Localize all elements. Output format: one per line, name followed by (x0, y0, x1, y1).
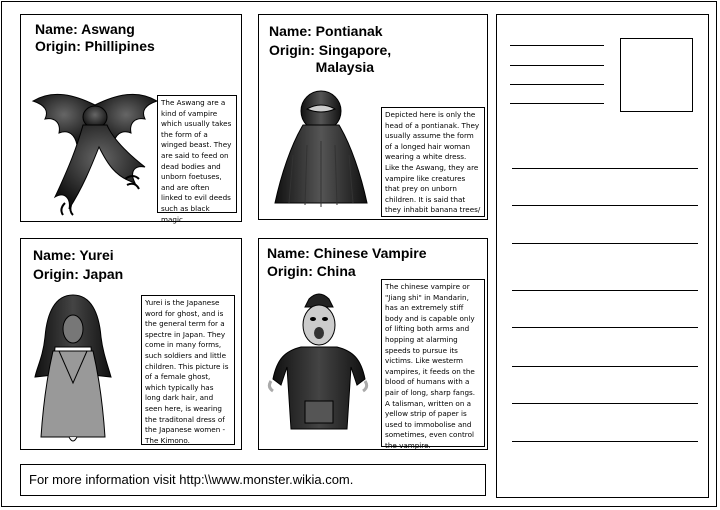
more-info-text: For more information visit http:\\www.monster.wikia.com. (29, 472, 354, 487)
card-origin: Origin: Japan (33, 266, 124, 282)
address-line (512, 366, 698, 367)
card-name: Name: Pontianak (269, 23, 383, 39)
card-name: Name: Aswang (35, 21, 135, 37)
address-line (512, 205, 698, 206)
card-origin: Origin: Singapore, Malaysia (269, 42, 392, 75)
card-description: The chinese vampire or "Jiang shi" in Mandarin, has an extremely stiff body and is capable only of lifting both arms and hopping at alarming speeds to pursue its victims. Like westerm vampires, it feeds on the blood of humans with a pair of long, sharp fangs. A talisman, written on a yellow strip of paper is used to immobolise and sometimes, even control the vampire. (381, 279, 485, 447)
card-description: The Aswang are a kind of vampire which usually takes the form of a winged beast. They are said to feed on dead bodies and unborn foetuses, and are often linked to evil deeds such as black magic. (157, 95, 237, 213)
card-origin: Origin: China (267, 263, 356, 279)
address-line (510, 45, 604, 46)
address-line (512, 327, 698, 328)
address-line (512, 403, 698, 404)
card-yurei (20, 238, 242, 450)
address-line (512, 243, 698, 244)
chinese-vampire-illustration (265, 289, 375, 439)
address-line (510, 65, 604, 66)
card-aswang (20, 14, 242, 222)
yurei-illustration (29, 287, 119, 447)
stamp-box (620, 38, 693, 112)
address-line (510, 103, 604, 104)
card-origin: Origin: Phillipines (35, 38, 155, 54)
card-chinese-vampire (258, 238, 488, 450)
card-description: Yurei is the Japanese word for ghost, and is the general term for a spectre in Japan. They come in many forms, such soldiers and little children. This picture is of a female ghost, which typically has long dark hair, and seen here, is wearing the traditonal dress of the Japanese women - The Kimono. (141, 295, 235, 445)
aswang-illustration (25, 87, 165, 217)
more-info-box (20, 464, 486, 496)
address-line (512, 290, 698, 291)
card-name: Name: Yurei (33, 247, 114, 263)
pontianak-illustration (271, 85, 371, 215)
address-line (510, 84, 604, 85)
card-pontianak (258, 14, 488, 220)
address-line (512, 168, 698, 169)
address-line (512, 441, 698, 442)
card-description: Depicted here is only the head of a pontianak. They usually assume the form of a longed hair woman wearing a white dress. Like the Aswang, they are vampire like creatures that prey on unborn children. It is said that they inhabit banana trees/ (381, 107, 485, 217)
card-name: Name: Chinese Vampire (267, 245, 427, 261)
